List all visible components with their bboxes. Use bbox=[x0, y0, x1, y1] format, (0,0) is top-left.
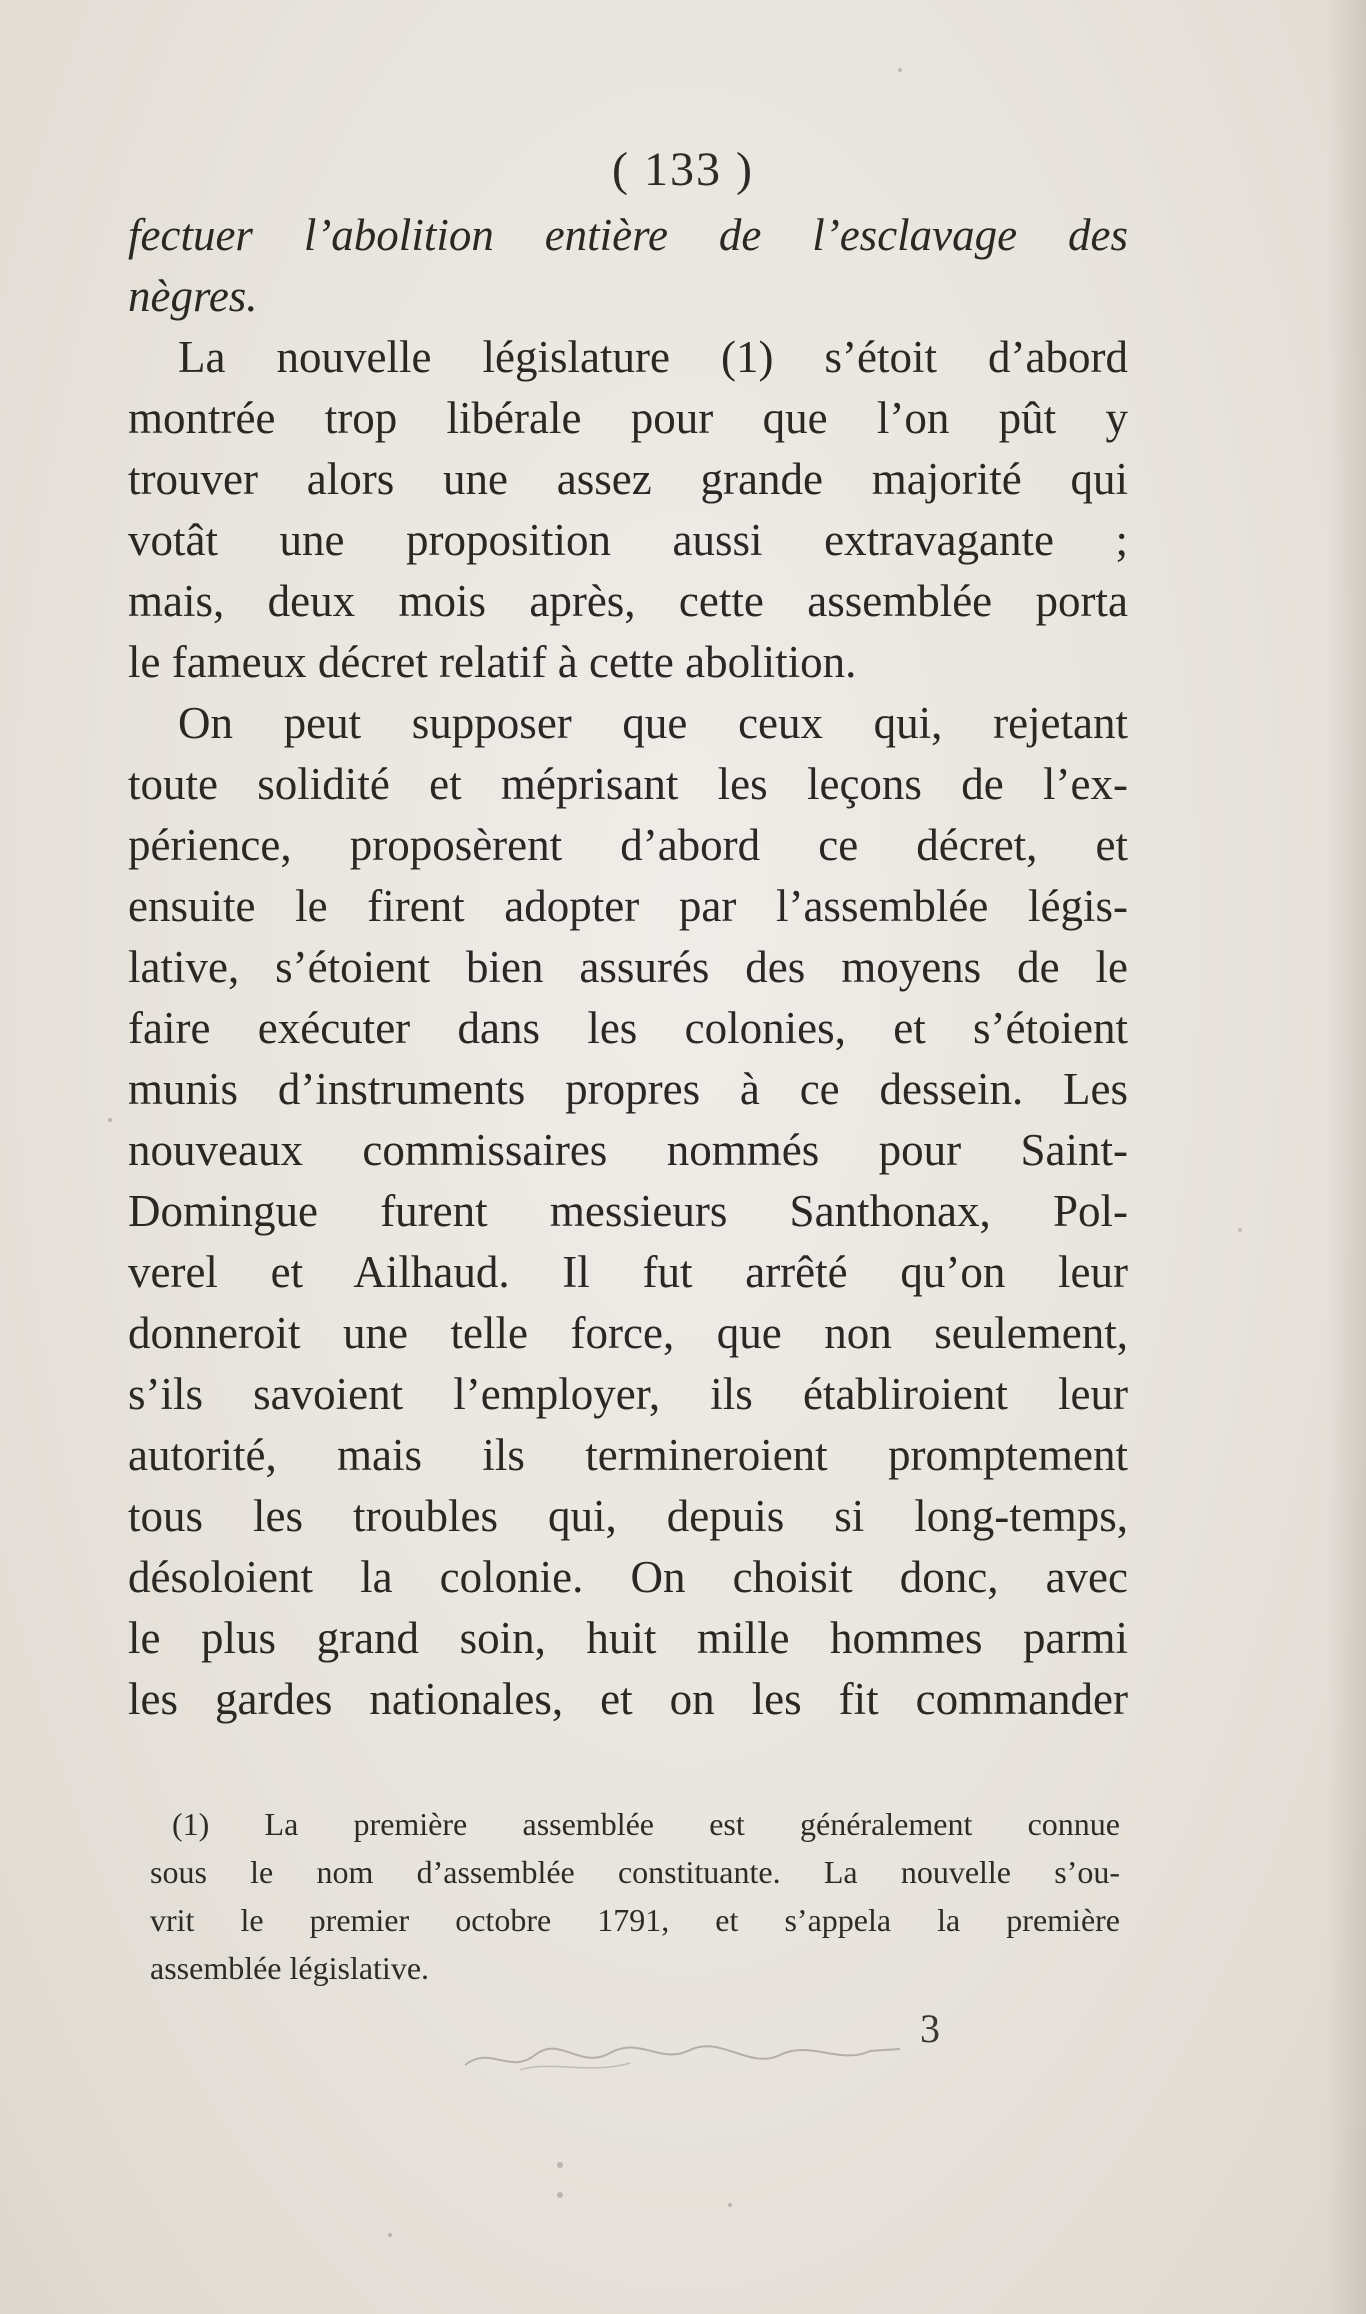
text-line: les gardes nationales, et on les fit commander bbox=[128, 1674, 1128, 1724]
text-line: trouver alors une assez grande majorité qui bbox=[128, 454, 1128, 504]
text-line: votât une proposition aussi extravagante ; bbox=[128, 515, 1128, 565]
text-line: nègres. bbox=[128, 271, 258, 321]
text-line: le fameux décret relatif à cette abolition. bbox=[128, 637, 857, 687]
text-line: Domingue furent messieurs Santhonax, Pol- bbox=[128, 1186, 1128, 1236]
text-line: périence, proposèrent d’abord ce décret, et bbox=[128, 820, 1128, 870]
footnote-line: vrit le premier octobre 1791, et s’appela la première bbox=[150, 1902, 1120, 1938]
main-text bbox=[128, 205, 1128, 1730]
text-line: verel et Ailhaud. Il fut arrêté qu’on leur bbox=[128, 1247, 1128, 1297]
page-number: ( 133 ) bbox=[612, 143, 754, 196]
text-line: toute solidité et méprisant les leçons de l’ex- bbox=[128, 759, 1128, 809]
text-line: nouveaux commissaires nommés pour Saint- bbox=[128, 1125, 1128, 1175]
text-line: munis d’instruments propres à ce dessein. Les bbox=[128, 1064, 1128, 1114]
footnote-line: sous le nom d’assemblée constituante. La nouvelle s’ou- bbox=[150, 1854, 1120, 1890]
handwritten-scribble bbox=[460, 2025, 920, 2085]
page-edge-shadow bbox=[1326, 0, 1366, 2314]
text-line: s’ils savoient l’employer, ils établiroient leur bbox=[128, 1369, 1128, 1419]
text-line: le plus grand soin, huit mille hommes parmi bbox=[128, 1613, 1128, 1663]
text-line: tous les troubles qui, depuis si long-temps, bbox=[128, 1491, 1128, 1541]
text-line: autorité, mais ils termineroient promptement bbox=[128, 1430, 1128, 1480]
text-line: mais, deux mois après, cette assemblée porta bbox=[128, 576, 1128, 626]
signature-mark: 3 bbox=[920, 2006, 940, 2051]
footnote-line: assemblée législative. bbox=[150, 1950, 430, 1986]
text-line: montrée trop libérale pour que l’on pût y bbox=[128, 393, 1128, 443]
text-line: La nouvelle législature (1) s’étoit d’abord bbox=[178, 332, 1128, 382]
text-line: donneroit une telle force, que non seulement, bbox=[128, 1308, 1128, 1358]
footnote bbox=[150, 1800, 1120, 1992]
text-line: On peut supposer que ceux qui, rejetant bbox=[178, 698, 1128, 748]
footnote-line: (1) La première assemblée est généralement connue bbox=[172, 1806, 1120, 1842]
text-line: lative, s’étoient bien assurés des moyens de le bbox=[128, 942, 1128, 992]
text-line: désoloient la colonie. On choisit donc, avec bbox=[128, 1552, 1128, 1602]
text-line: ensuite le firent adopter par l’assemblée légis- bbox=[128, 881, 1128, 931]
text-line: faire exécuter dans les colonies, et s’étoient bbox=[128, 1003, 1128, 1053]
text-line: fectuer l’abolition entière de l’esclavage des bbox=[128, 210, 1128, 260]
